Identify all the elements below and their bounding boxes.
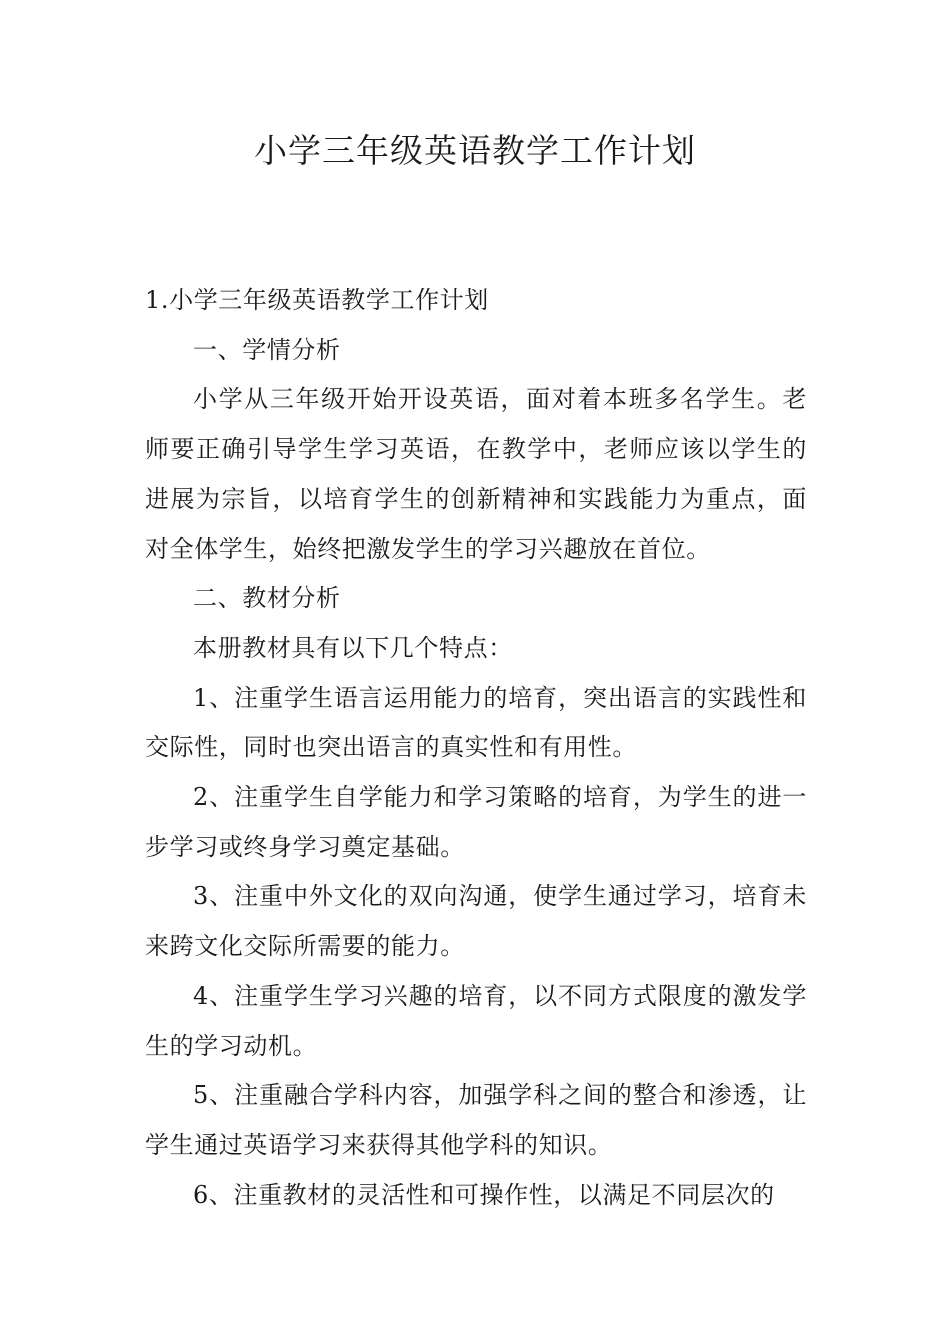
list-item: 6、注重教材的灵活性和可操作性，以满足不同层次的 — [193, 1180, 775, 1209]
list-item: 5、注重融合学科内容，加强学科之间的整合和渗透，让学生通过英语学习来获得其他学科的知识。 — [145, 1081, 807, 1159]
section-heading: 二、教材分析 — [193, 584, 341, 613]
paragraph: 1.小学三年级英语教学工作计划 — [145, 286, 489, 314]
list-item: 1、注重学生语言运用能力的培育，突出语言的实践性和交际性，同时也突出语言的真实性和有用性。 — [145, 683, 807, 762]
list-item: 2、注重学生自学能力和学习策略的培育，为学生的进一步学习或终身学习奠定基础。 — [145, 783, 807, 861]
paragraph: 小学从三年级开始开设英语，面对着本班多名学生。老师要正确引导学生学习英语，在教学中，老师应该以学生的进展为宗旨，以培育学生的创新精神和实践能力为重点，面对全体学生，始终把激发学生的学习兴趣放在首位。 — [145, 385, 807, 563]
list-item: 3、注重中外文化的双向沟通，使学生通过学习，培育未来跨文化交际所需要的能力。 — [145, 882, 807, 961]
document-title: 小学三年级英语教学工作计划 — [254, 131, 696, 170]
section-heading: 一、学情分析 — [193, 335, 341, 364]
list-item: 4、注重学生学习兴趣的培育，以不同方式限度的激发学生的学习动机。 — [145, 981, 807, 1060]
document-body — [145, 276, 807, 1220]
paragraph: 本册教材具有以下几个特点： — [193, 633, 513, 662]
